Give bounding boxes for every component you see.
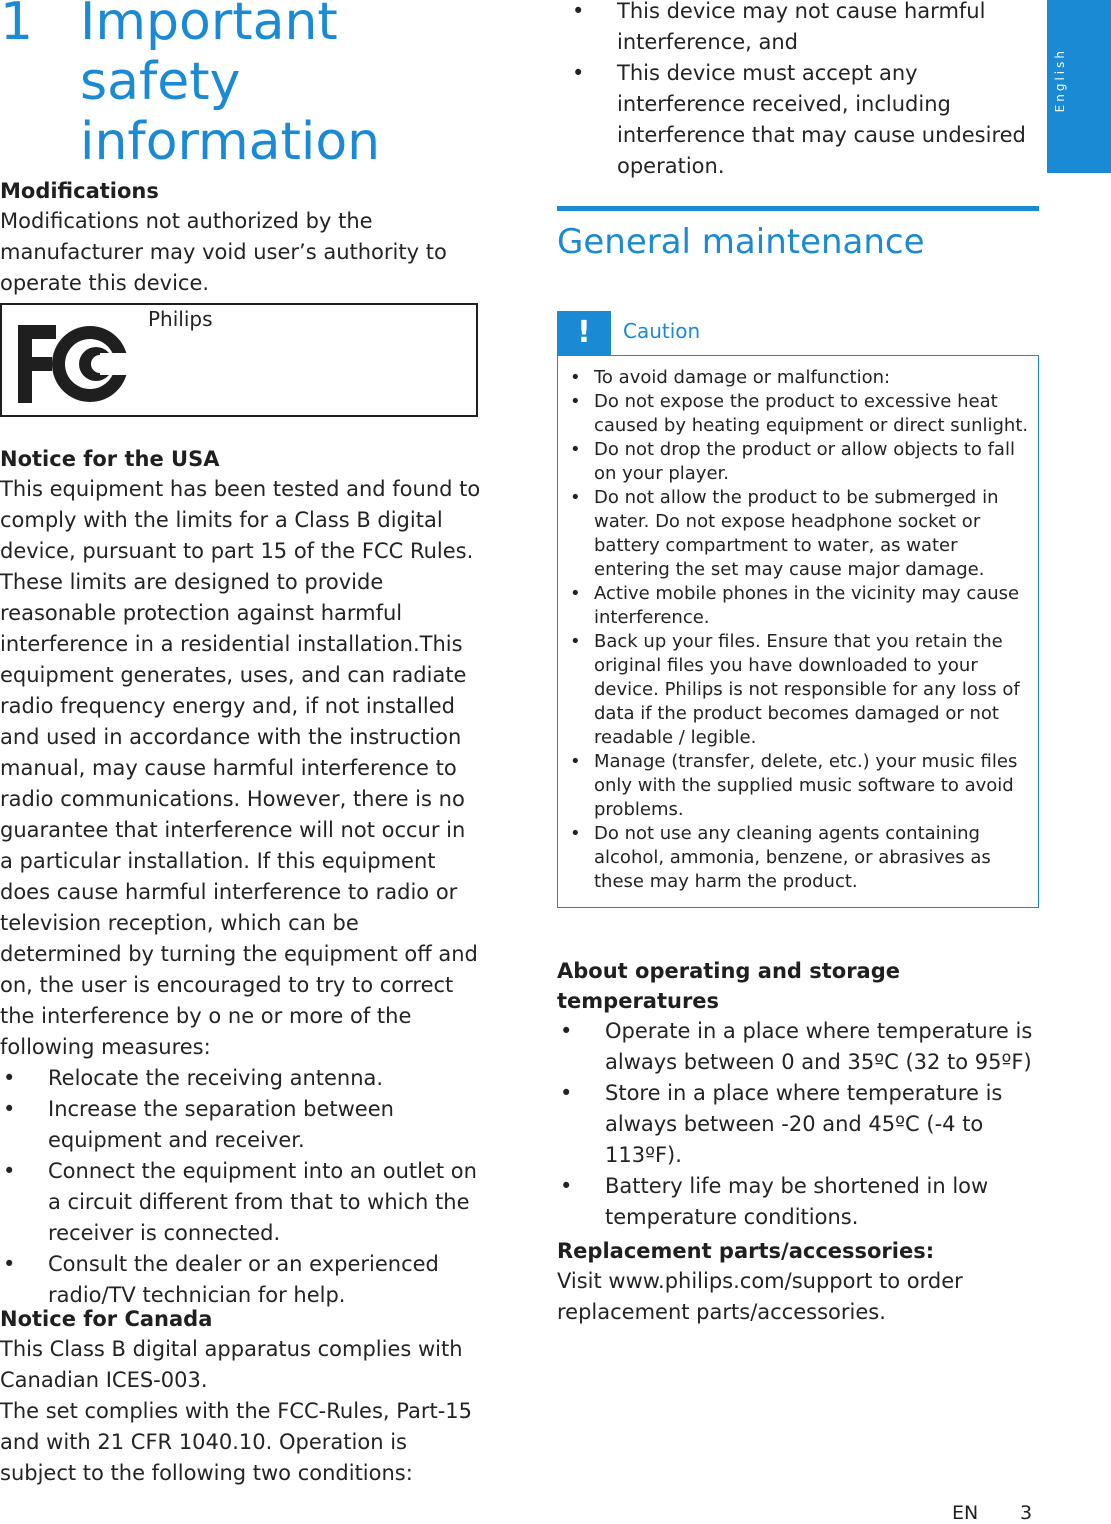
list-item: • This device must accept any interference received, including interference that may cause undesired operation.	[572, 61, 1026, 178]
list-item: • Increase the separation between equipment and receiver.	[3, 1097, 394, 1152]
replacement-heading: Replacement parts/accessories:	[557, 1239, 935, 1263]
list-item: • To avoid damage or malfunction:	[570, 367, 891, 388]
list-item: • Do not expose the product to excessive heat caused by heating equipment or direct sunlight.	[570, 391, 1029, 436]
page-number: 3	[1020, 1502, 1033, 1524]
notice-canada-heading: Notice for Canada	[0, 1307, 213, 1331]
language-tab	[1047, 0, 1111, 173]
temperatures-list	[557, 1016, 1039, 1233]
list-item: • Do not allow the product to be submerged in water. Do not expose headphone socket or battery compartment to water, as water entering the set may cause major damage.	[570, 487, 999, 580]
measures-list	[0, 1063, 482, 1311]
fcc-logo-icon	[16, 323, 131, 405]
list-item: • Relocate the receiving antenna.	[3, 1066, 384, 1090]
replacement-section	[557, 1236, 1039, 1328]
list-item: • Back up your files. Ensure that you retain the original files you have downloaded to your device. Philips is not responsible for any loss of data if the product becomes damaged or not readable / legible.	[570, 631, 1020, 748]
list-item: • Active mobile phones in the vicinity may cause interference.	[570, 583, 1020, 628]
list-item: • Connect the equipment into an outlet on a circuit different from that to which the receiver is connected.	[3, 1159, 477, 1245]
general-maintenance-title: General maintenance	[557, 206, 1039, 267]
conditions-list	[557, 0, 1039, 182]
notice-canada-section	[0, 1304, 482, 1489]
notice-usa-section	[0, 444, 482, 1311]
list-item: • Store in a place where temperature is always between -20 and 45ºC (-4 to 113ºF).	[560, 1081, 1003, 1167]
modifications-heading: Modifications	[0, 179, 159, 203]
chapter-title: Important safety information	[80, 0, 381, 172]
notice-usa-text: This equipment has been tested and found to comply with the limits for a Class B digital device, pursuant to part 15 of the FCC Rules. These limits are designed to provide reasonable protection against harmful interference in a residential installation.This equipment generates, uses, and can radiate radio frequency energy and, if not installed and used in accordance with the instruction manual, may cause harmful interference to radio communications. However, there is no guarantee that interference will not occur in a particular installation. If this equipment does cause harmful interference to radio or television reception, which can be determined by turning the equipment off and on, the user is encouraged to try to correct the interference by o ne or more of the following measures:	[0, 477, 481, 1059]
caution-list	[568, 366, 1030, 894]
caution-label: Caution	[623, 319, 701, 343]
list-item: • Consult the dealer or an experienced radio/TV technician for help.	[3, 1252, 439, 1307]
modifications-section	[0, 176, 482, 299]
fcc-brand: Philips	[148, 307, 213, 331]
list-item: • Do not drop the product or allow objects to fall on your player.	[570, 439, 1015, 484]
list-item: • Do not use any cleaning agents containing alcohol, ammonia, benzene, or abrasives as these may harm the product.	[570, 823, 991, 892]
list-item: • Operate in a place where temperature is always between 0 and 35ºC (32 to 95ºF)	[560, 1019, 1033, 1074]
caution-header	[557, 311, 1039, 355]
conditions-section	[557, 0, 1039, 182]
language-tab-label: English	[1053, 48, 1067, 113]
notice-usa-heading: Notice for the USA	[0, 447, 220, 471]
temperatures-heading: About operating and storage temperatures	[557, 959, 901, 1013]
footer-language: EN	[952, 1502, 979, 1524]
fcc-box	[0, 303, 478, 417]
list-item: • Battery life may be shortened in low temperature conditions.	[560, 1174, 989, 1229]
list-item: • This device may not cause harmful interference, and	[572, 0, 986, 54]
notice-canada-text1: This Class B digital apparatus complies with Canadian ICES-003.	[0, 1337, 463, 1392]
chapter-number: 1	[0, 0, 34, 52]
caution-box	[557, 355, 1039, 908]
notice-canada-text2: The set complies with the FCC-Rules, Part-15 and with 21 CFR 1040.10. Operation is subject to the following two conditions:	[0, 1399, 472, 1485]
replacement-text: Visit www.philips.com/support to order replacement parts/accessories.	[557, 1269, 963, 1324]
exclamation-icon: !	[557, 311, 611, 355]
temperatures-section	[557, 956, 1039, 1233]
modifications-text: Modifications not authorized by the manufacturer may void user’s authority to operate this device.	[0, 209, 447, 295]
list-item: • Manage (transfer, delete, etc.) your music files only with the supplied music software to avoid problems.	[570, 751, 1018, 820]
